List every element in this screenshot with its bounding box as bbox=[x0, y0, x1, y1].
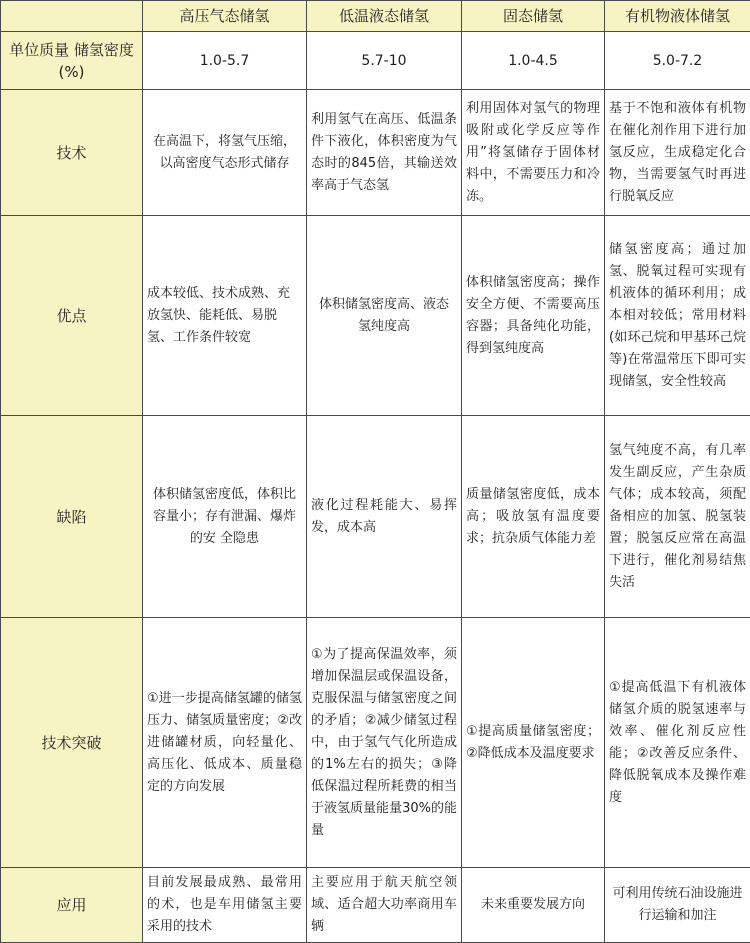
table-cell: 利用氢气在高压、低温条件下液化，体积密度为气态时的845倍，其输送效率高于气态氢 bbox=[307, 90, 462, 216]
table-cell: 可利用传统石油设施进行运输和加注 bbox=[605, 868, 750, 943]
column-header: 固态储氢 bbox=[462, 1, 605, 32]
row-label: 优点 bbox=[1, 216, 143, 416]
column-header: 高压气态储氢 bbox=[143, 1, 307, 32]
table-cell: 主要应用于航天航空领域、适合超大功率商用车辆 bbox=[307, 868, 462, 943]
table-cell: 质量储氢密度低，成本高；吸放氢有温度要求；抗杂质气体能力差 bbox=[462, 416, 605, 618]
table-cell: 成本较低、技术成熟、充放氢快、能耗低、易脱氢、工作条件较宽 bbox=[143, 216, 307, 416]
table-row bbox=[1, 618, 750, 868]
table-cell: 1.0-5.7 bbox=[143, 32, 307, 90]
table-cell: 未来重要发展方向 bbox=[462, 868, 605, 943]
row-label: 技术突破 bbox=[1, 618, 143, 868]
table-cell: 储氢密度高；通过加氢、脱氧过程可实现有机液体的循环利用；成本相对较低；常用材料(如环己烷和甲基环己烷等)在常温常压下即可实现储氢，安全性较高 bbox=[605, 216, 750, 416]
column-header: 低温液态储氢 bbox=[307, 1, 462, 32]
row-label: 技术 bbox=[1, 90, 143, 216]
row-label: 单位质量 储氢密度 (%) bbox=[1, 32, 143, 90]
table-cell: 体积储氢密度低，体积比容量小；存有泄漏、爆炸的安 全隐患 bbox=[143, 416, 307, 618]
table-row bbox=[1, 216, 750, 416]
table-cell: 5.0-7.2 bbox=[605, 32, 750, 90]
table-cell: ①进一步提高储氢罐的储氢压力、储氢质量密度；②改进储罐材质，向轻量化、高压化、低成本、质量稳定的方向发展 bbox=[143, 618, 307, 868]
table-cell: 在高温下，将氢气压缩，以高密度气态形式储存 bbox=[143, 90, 307, 216]
table-cell: 5.7-10 bbox=[307, 32, 462, 90]
table-cell: ①提高质量储氢密度；②降低成本及温度要求 bbox=[462, 618, 605, 868]
table-row bbox=[1, 32, 750, 90]
table-cell: 氢气纯度不高，有几率发生副反应，产生杂质气体；成本较高，须配备相应的加氢、脱氢装置；脱氢反应常在高温下进行，催化剂易结焦失活 bbox=[605, 416, 750, 618]
table-cell: 目前发展最成熟、最常用的术，也是车用储氢主要采用的技术 bbox=[143, 868, 307, 943]
corner-cell bbox=[1, 1, 143, 32]
table-row bbox=[1, 416, 750, 618]
table-row bbox=[1, 90, 750, 216]
table-cell: 体积储氢密度高；操作安全方便、不需要高压容器；具备纯化功能，得到氢纯度高 bbox=[462, 216, 605, 416]
table-cell: 利用固体对氢气的物理吸附或化学反应等作用”将氢储存于固体材料中，不需要压力和冷冻。 bbox=[462, 90, 605, 216]
row-label: 缺陷 bbox=[1, 416, 143, 618]
table-cell: 基于不饱和液体有机物在催化剂作用下进行加氢反应，生成稳定化合物，当需要氢气时再进行脱氧反应 bbox=[605, 90, 750, 216]
table-cell: 体积储氢密度高、液态氢纯度高 bbox=[307, 216, 462, 416]
table-cell: 1.0-4.5 bbox=[462, 32, 605, 90]
table-row bbox=[1, 868, 750, 943]
column-header: 有机物液体储氢 bbox=[605, 1, 750, 32]
table-cell: 液化过程耗能大、易挥发，成本高 bbox=[307, 416, 462, 618]
table-cell: ①为了提高保温效率，须增加保温层或保温设备，克服保温与储氢密度之间的矛盾；②减少储氢过程中，由于氢气气化所造成的1%左右的损失；③降低保温过程所耗费的相当于液氢质量能量30%的能量 bbox=[307, 618, 462, 868]
header-row bbox=[1, 1, 750, 32]
table-cell: ①提高低温下有机液体储氢介质的脱氢速率与效率、催化剂反应性能；②改善反应条件、降低脱氧成本及操作难度 bbox=[605, 618, 750, 868]
row-label: 应用 bbox=[1, 868, 143, 943]
